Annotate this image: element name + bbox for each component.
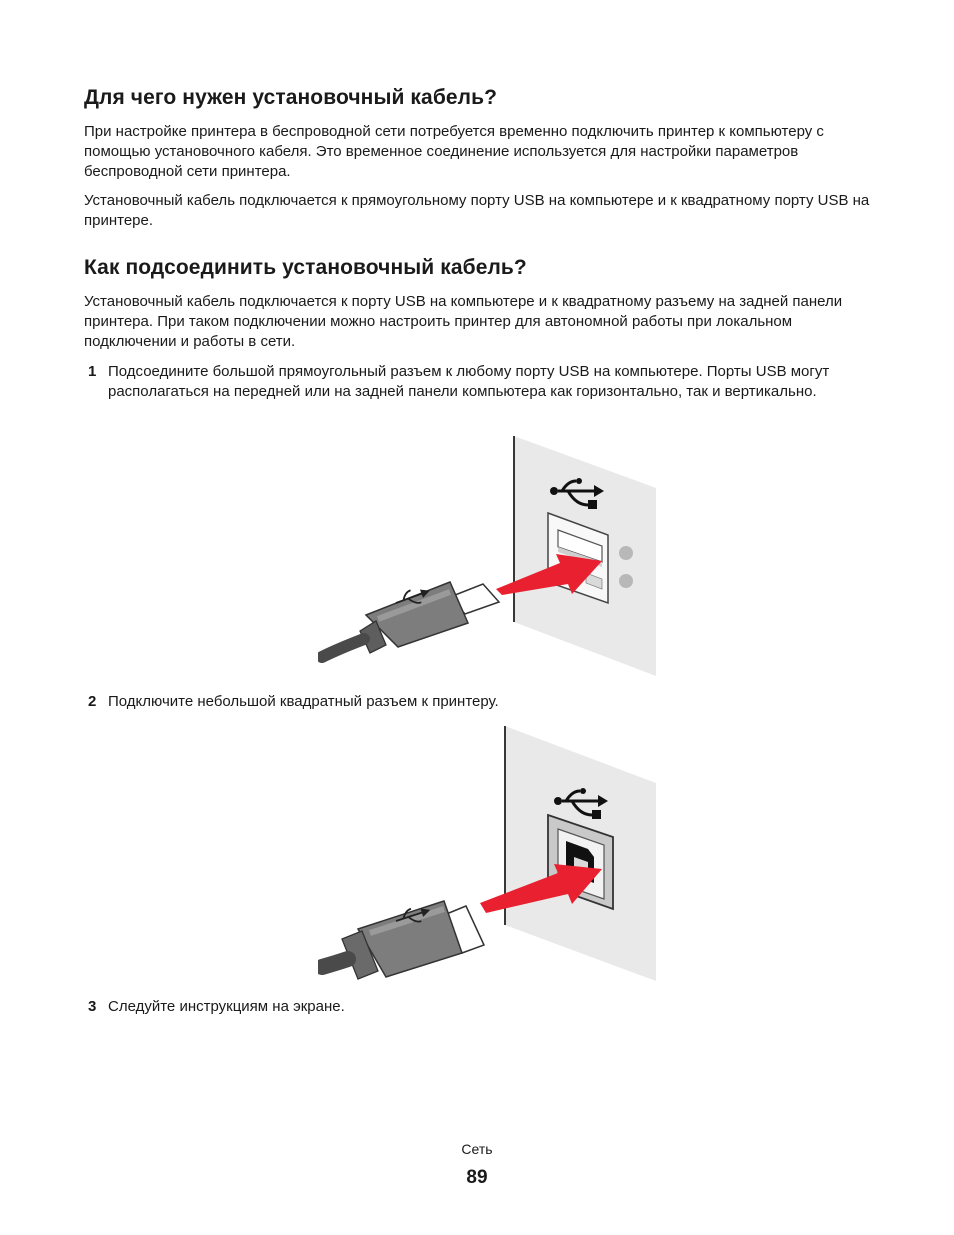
section-heading-setup-cable: Для чего нужен установочный кабель? xyxy=(84,86,498,109)
led-indicator xyxy=(619,546,633,560)
step-1 xyxy=(88,362,878,402)
page-number: 89 xyxy=(466,1167,488,1188)
step-number: 3 xyxy=(88,998,97,1015)
usb-a-connection-illustration xyxy=(318,433,663,678)
paragraph-setup-cable-ports: Установочный кабель подключается к прямоугольному порту USB на компьютере и к квадратному порту USB на принтере. xyxy=(84,192,870,229)
step-text: Подключите небольшой квадратный разъем к принтеру. xyxy=(108,693,499,710)
section-heading-connect-cable: Как подсоединить установочный кабель? xyxy=(84,256,527,279)
step-3 xyxy=(88,997,878,1017)
footer-section-label: Сеть xyxy=(461,1141,493,1157)
led-indicator xyxy=(619,574,633,588)
usb-cable xyxy=(322,959,348,967)
paragraph-connect-intro: Установочный кабель подключается к порту USB на компьютере и к квадратному разъему на задней панели принтера. При таком подключении можно настроить принтер для автономной работы при локальном подключении и работы в сети. xyxy=(84,293,843,350)
step-2 xyxy=(88,692,878,712)
step-text: Подсоедините большой прямоугольный разъем к любому порту USB на компьютере. Порты USB могут располагаться на передней или на задней панели компьютера как горизонтально, так и вертикально. xyxy=(108,363,830,400)
usb-b-connection-illustration xyxy=(318,723,663,985)
step-text: Следуйте инструкциям на экране. xyxy=(108,998,345,1015)
step-number: 1 xyxy=(88,363,97,380)
step-number: 2 xyxy=(88,693,97,710)
usb-cable xyxy=(322,639,364,657)
paragraph-setup-cable-purpose: При настройке принтера в беспроводной сети потребуется временно подключить принтер к компьютеру с помощью установочного кабеля. Это временное соединение используется для настройки параметров беспроводной сети принтера. xyxy=(84,123,824,180)
